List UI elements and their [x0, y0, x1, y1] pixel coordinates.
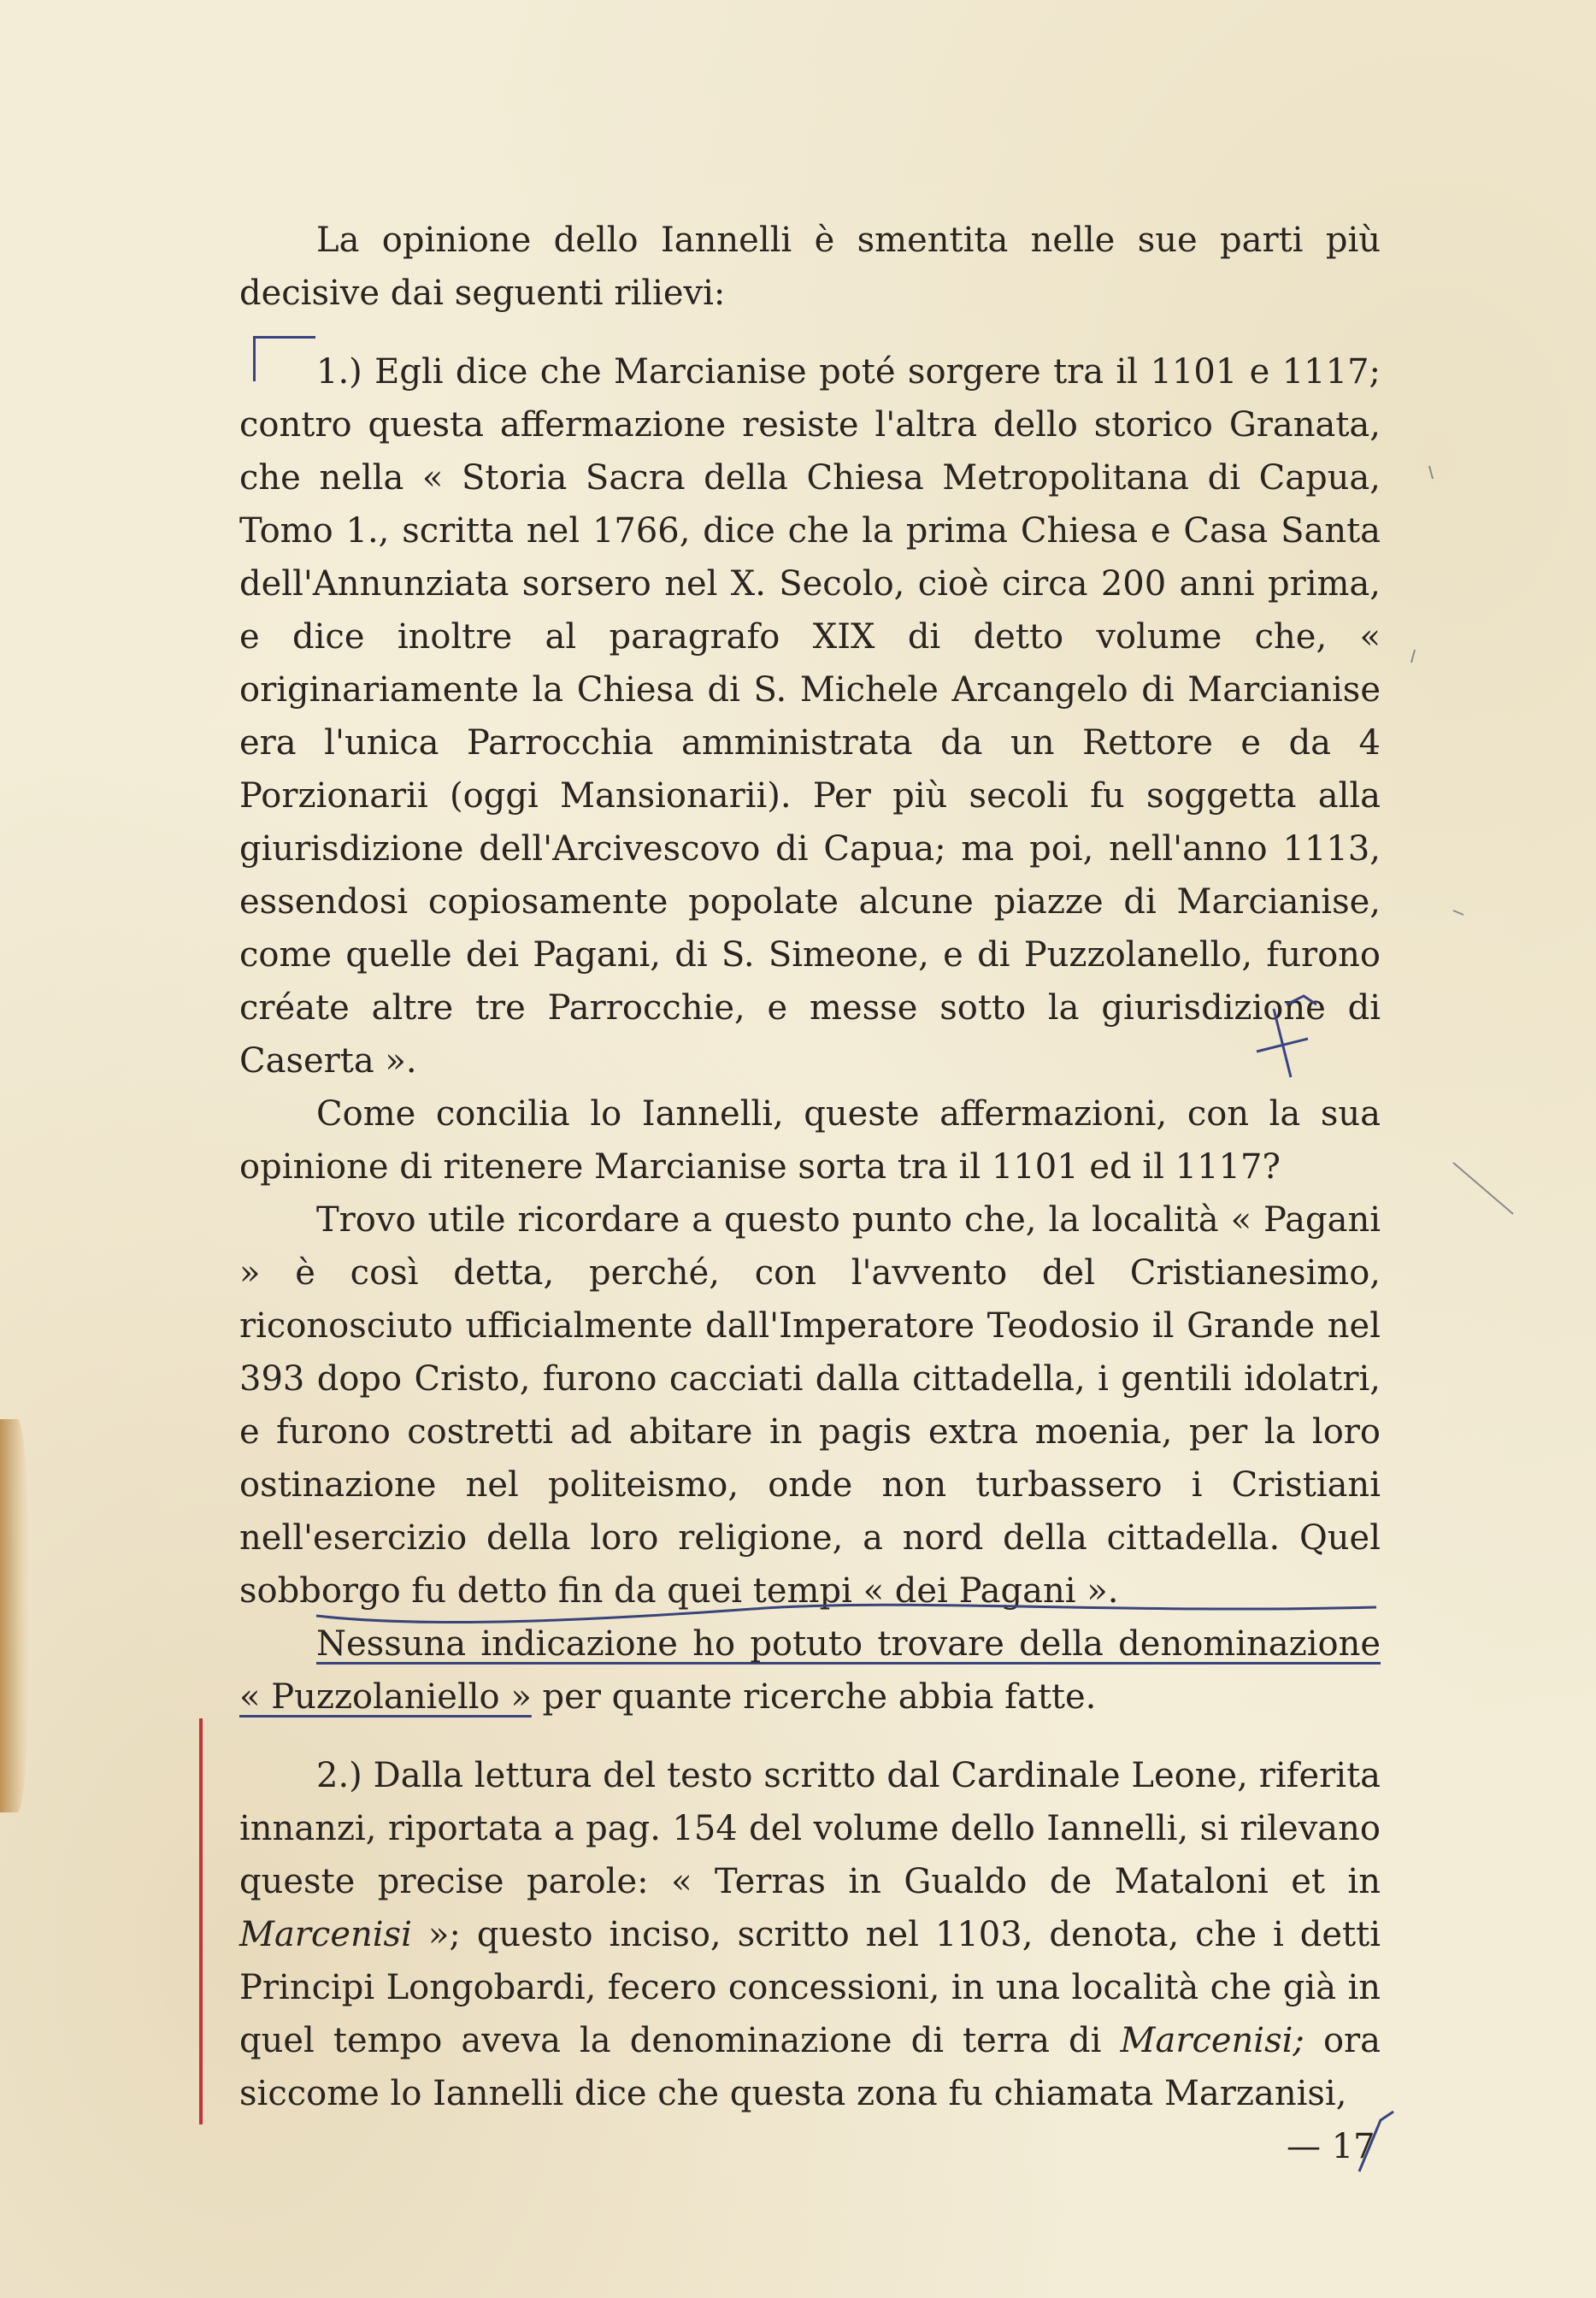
italic-term: Marcenisi	[239, 1915, 412, 1954]
margin-red-line	[199, 1718, 203, 2124]
body-text	[239, 214, 1381, 2120]
pen-bracket-mark	[253, 336, 315, 381]
paragraph-tail: per quante ricerche abbia fatte.	[531, 1677, 1097, 1717]
page-number: — 17	[1287, 2127, 1375, 2166]
pencil-marks	[1411, 466, 1513, 1214]
paper-stain	[0, 1419, 29, 1812]
text-segment: »; questo inciso, scritto nel 1103, denota, che i detti Principi Longobardi, fecero concessioni, in una località che già in quel tempo aveva la denominazione di terra di	[239, 1915, 1381, 2060]
paragraph-intro: La opinione dello Iannelli è smentita nelle sue parti più decisive dai seguenti rilievi:	[239, 221, 1381, 313]
text-segment: ora siccome lo Iannelli dice che questa zona fu chiamata Marzanisi,	[239, 2021, 1381, 2113]
paragraph-gap	[239, 320, 1381, 345]
paragraph-point-2	[239, 1749, 1381, 2120]
paragraph-puzzolaniello	[239, 1617, 1381, 1724]
paragraph-gap	[239, 1724, 1381, 1749]
underlined-phrase: Nessuna indicazione ho potuto trovare della denominazione « Puzzolaniello »	[239, 1624, 1381, 1717]
paragraph-question: Come concilia lo Iannelli, queste affermazioni, con la sua opinione di ritenere Marcianise sorta tra il 1101 ed il 1117?	[239, 1094, 1381, 1187]
text-segment: 2.) Dalla lettura del testo scritto dal Cardinale Leone, riferita innanzi, riportata a pag. 154 del volume dello Iannelli, si rilevano queste precise parole: « Terras in Gualdo de Mataloni et in	[239, 1756, 1381, 1901]
paragraph-point-1: 1.) Egli dice che Marcianise poté sorgere tra il 1101 e 1117; contro questa affermazione resiste l'altra dello storico Granata, che nella « Storia Sacra della Chiesa Metropolitana di Capua, Tomo 1., scritta nel 1766, dice che la prima Chiesa e Casa Santa dell'Annunziata sorsero nel X. Secolo, cioè circa 200 anni prima, e dice inoltre al paragrafo XIX di detto volume che, « originariamente la Chiesa di S. Michele Arcangelo di Marcianise era l'unica Parrocchia amministrata da un Rettore e da 4 Porzionarii (oggi Mansionarii). Per più secoli fu soggetta alla giurisdizione dell'Arcivescovo di Capua; ma poi, nell'anno 1113, essendosi copiosamente popolate alcune piazze di Marcianise, come quelle dei Pagani, di S. Simeone, e di Puzzolanello, furono créate altre tre Parrocchie, e messe sotto la giurisdizione di Caserta ».	[239, 352, 1381, 1081]
italic-term: Marcenisi;	[1120, 2021, 1304, 2060]
paragraph-pagani: Trovo utile ricordare a questo punto che, la località « Pagani » è così detta, perché, con l'avvento del Cristianesimo, riconosciuto ufficialmente dall'Imperatore Teodosio il Grande nel 393 dopo Cristo, furono cacciati dalla cittadella, i gentili idolatri, e furono costretti ad abitare in pagis extra moenia, per la loro ostinazione nel politeismo, onde non turbassero i Cristiani nell'esercizio della loro religione, a nord della cittadella. Quel sobborgo fu detto fin da quei tempi « dei Pagani ».	[239, 1200, 1381, 1611]
